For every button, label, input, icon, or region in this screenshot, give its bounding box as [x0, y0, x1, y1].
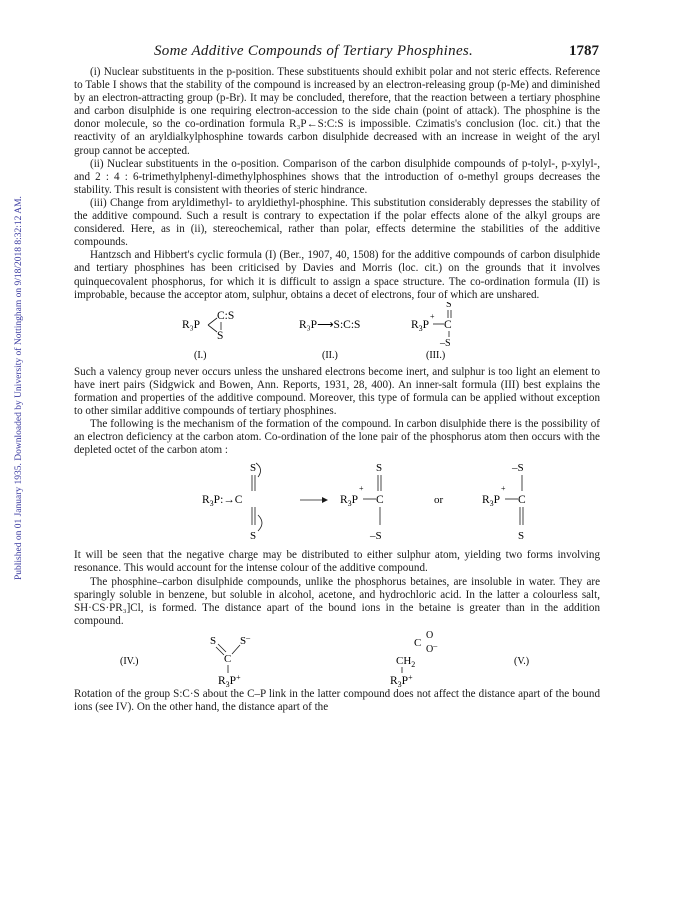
mechanism-or: or	[434, 494, 444, 507]
svg-text:+: +	[359, 484, 364, 494]
paragraph-o-position: (ii) Nuclear substituents in the o-position. Comparison of the carbon disulphide compounds of p-tolyl-, p-xylyl-, and 2 : 4 : 6-trimethylphenyl-dimethylphosphines shows that the introduction of o-methyl groups decreases the stability. This result is consistent with theories of steric hindrance.	[74, 157, 600, 196]
formula-i-label: (I.)	[194, 349, 207, 361]
running-title: Some Additive Compounds of Tertiary Phosphines.	[154, 43, 474, 59]
svg-text:–S: –S	[440, 337, 451, 349]
paragraph-p-position: (i) Nuclear substituents in the p-position. These substituents should exhibit polar and not steric effects. Reference to Table I shows that the stability of the compound is increased by an electron-releasing group (p-Me) and diminished by an electron-attracting group (p-Br). It may be concluded, therefore, that the reaction between a tertiary phosphine and carbon disulphide is one requiring electron-accession to the side chain (point of attack). The phosphine is the donor molecule, so the co-ordination formula R₃P←S:C:S is impossible. Czimatis's conclusion (loc. cit.) that the reactivity of an aryldialkylphosphine towards carbon disulphide decreased with an increase in weight of the aryl group cannot be accepted.	[74, 66, 600, 157]
svg-text:C: C	[376, 494, 384, 507]
svg-text:R3P:→C: $R_3P:\to C$	[202, 494, 243, 509]
svg-text:+: +	[501, 484, 506, 494]
svg-text:+: +	[430, 311, 435, 321]
svg-text:S: S	[250, 530, 257, 543]
structural-formulas-2	[74, 457, 600, 549]
mechanism-formulas	[74, 457, 600, 549]
formula-ii: R₃P⟶S:C:S	[299, 318, 361, 331]
page-header	[74, 43, 599, 61]
formula-v-label: (V.)	[514, 655, 530, 667]
paragraph-mechanism: The following is the mechanism of the formation of the compound. In carbon disulphide there is the possibility of an electron deficiency at the carbon atom. Co-ordination of the lone pair of the phosphorus atom then occurs with the depleted octet of the carbon atom :	[74, 418, 600, 457]
svg-text:S: S	[250, 462, 257, 475]
svg-text:S: S	[518, 530, 525, 543]
paragraph-hantzsch: Hantzsch and Hibbert's cyclic formula (I) (Ber., 1907, 40, 1508) for the additive compounds of carbon disulphide and tertiary phosphines has been criticised by Davies and Morris (loc. cit.) on the grounds that it involves quinquecovalent phosphorus, for which it is difficult to assign a space structure. The co-ordination formula (II) is improbable, because the acceptor atom, sulphur, obtains a decet of electrons, four of which are unshared.	[74, 249, 600, 301]
structural-formulas-1	[74, 302, 600, 366]
formula-iii-label: (III.)	[426, 349, 446, 361]
svg-text:R3P: $R_3P$	[482, 494, 501, 509]
svg-text:O–: O–	[426, 640, 438, 655]
svg-text:–S: –S	[512, 462, 524, 475]
svg-text:S: S	[210, 634, 217, 647]
svg-text:C: C	[444, 318, 452, 331]
formula-iv-label: (IV.)	[120, 655, 139, 667]
formula-ii-label: (II.)	[322, 349, 338, 361]
formula-i-r3p: R₃P	[182, 318, 201, 331]
formulas-i-ii-iii	[74, 302, 600, 366]
paragraph-resonance: It will be seen that the negative charge may be distributed to either sulphur atom, yielding two forms involving resonance. This would account for the intense colour of the additive compound.	[74, 549, 600, 575]
formula-i-s: S	[217, 329, 224, 342]
svg-text:S–: S–	[240, 632, 251, 647]
svg-text:R3P+: $R_3P^+$	[218, 672, 241, 688]
structural-formulas-3	[74, 628, 600, 688]
paragraph-aryldiethyl: (iii) Change from aryldimethyl- to aryldiethyl-phosphine. This substitution considerably depresses the stability of the additive compound. Such a result is contrary to expectation if the polar effects alone of the alkyl groups are considered. Here, as in (ii), stereochemical, rather than polar, effects determine the stabilities of the additive compounds.	[74, 196, 600, 249]
svg-text:S: S	[376, 462, 383, 475]
publication-sidebar-note: Published on 01 January 1935. Downloaded by University of Nottingham on 9/18/2018 8:32:12 AM.	[14, 196, 24, 580]
svg-text:C: C	[518, 494, 526, 507]
svg-text:C: C	[414, 636, 422, 649]
article-body	[74, 66, 600, 714]
svg-text:R3P+: $R_3P^+$	[390, 672, 413, 688]
paragraph-valency: Such a valency group never occurs unless the unshared electrons become inert, and sulphur is too light an element to have inert pairs (Sidgwick and Bowen, Ann. Reports, 1931, 28, 400). An inner-salt formula (III) best explains the formation and properties of the additive compound. Moreover, this type of formula can be applied without exception to other similar additive compounds of tertiary phosphines.	[74, 365, 600, 417]
formulas-iv-v	[74, 628, 600, 688]
paragraph-solubility: The phosphine–carbon disulphide compounds, unlike the phosphorus betaines, are insoluble in water. They are sparingly soluble in benzene, but soluble in alcohol, acetone, and hydrochloric acid. In the latter a colourless salt, SH·CS·PR₃]Cl, is formed. The distance apart of the bound ions in the betaine is greater than in the addition compound.	[74, 575, 600, 627]
svg-text:S: S	[446, 301, 452, 310]
svg-text:R3P: $R_3P$	[411, 318, 430, 333]
page-number: 1787	[569, 43, 599, 59]
svg-text:CH2: $CH_2$	[396, 654, 416, 669]
svg-text:O: O	[426, 629, 434, 641]
svg-text:C: C	[224, 652, 232, 665]
svg-text:R3P: $R_3P$	[340, 494, 359, 509]
svg-text:–S: –S	[370, 530, 382, 543]
formula-i-cs: C:S	[217, 309, 235, 322]
paragraph-rotation: Rotation of the group S:C·S about the C–P link in the latter compound does not affect the distance apart of the bound ions (see IV). On the other hand, the distance apart of the	[74, 687, 600, 713]
